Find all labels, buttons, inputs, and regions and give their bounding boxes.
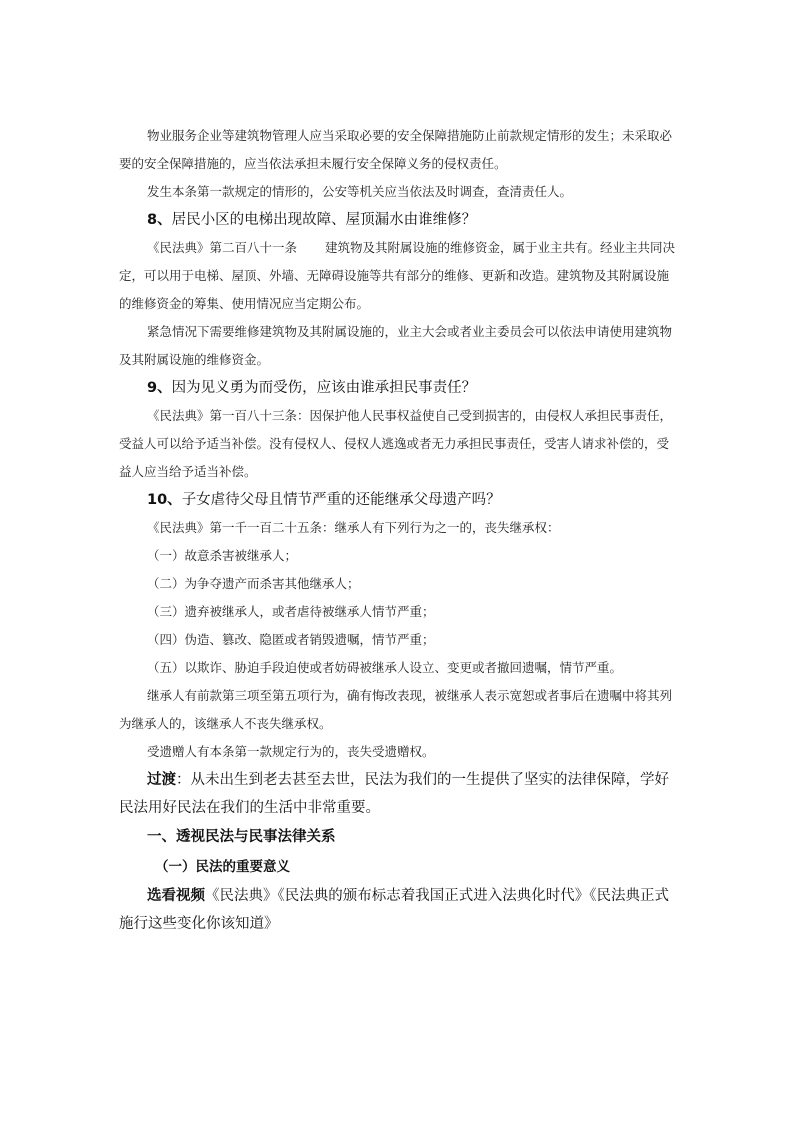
question-9 [119,374,679,402]
question-9-text: 因为见义勇为而受伤，应该由谁承担民事责任？ [171,380,477,396]
law-281-paragraph [119,234,679,318]
question-9-number: 9、 [147,380,172,396]
question-8 [119,206,679,234]
law-1125-item-2: （二）为争夺遗产而杀害其他继承人； [147,576,360,591]
transition-paragraph [119,766,679,822]
law-183-paragraph: 《民法典》第一百八十三条：因保护他人民事权益使自己受到损害的，由侵权人承担民事责任，受益人可以给予适当补偿。没有侵权人、侵权人逃逸或者无力承担民事责任，受害人请求补偿的，受益人应当给予适当补偿。 [119,408,673,479]
law-1125-paragraph-3: 受遗赠人有本条第一款规定行为的，丧失受遗赠权。 [147,744,435,759]
law-1125-paragraph-2: 继承人有前款第三项至第五项行为，确有悔改表现，被继承人表示宽恕或者事后在遗嘱中将其列为继承人的，该继承人不丧失继承权。 [119,688,673,731]
question-10-text: 子女虐待父母且情节严重的还能继承父母遗产吗？ [181,492,501,508]
law-281-body: 建筑物及其附属设施的维修资金，属于业主共有。经业主共同决定，可以用于电梯、屋顶、外墙、无障碍设施等共有部分的维修、更新和改造。建筑物及其附属设施的维修资金的筹集、使用情况应当定期公布。 [119,240,676,311]
law-1125-item-4: （四）伪造、篡改、隐匿或者销毁遗嘱，情节严重； [147,632,435,647]
subsection-heading: （一）民法的重要意义 [155,859,290,875]
video-label: 选看视频 [147,888,205,904]
law-281-title: 《民法典》第二百八十一条 [147,240,298,255]
law-1125-item-3: （三）遗弃被继承人，或者虐待被继承人情节严重； [147,604,435,619]
question-10 [119,486,679,514]
law-1125-item-5: （五）以欺诈、胁迫手段迫使或者妨碍被继承人设立、变更或者撤回遗嘱，情节严重。 [147,660,623,675]
section-heading: 一、透视民法与民事法律关系 [147,829,336,845]
transition-text: ：从未出生到老去甚至去世，民法为我们的一生提供了坚实的法律保障，学好民法用好民法在我们的生活中非常重要。 [119,772,669,816]
question-8-text: 居民小区的电梯出现故障、屋顶漏水由谁维修？ [171,212,477,228]
transition-label: 过渡 [147,772,176,788]
question-8-number: 8、 [147,212,172,228]
law-281-paragraph-2: 紧急情况下需要维修建筑物及其附属设施的，业主大会或者业主委员会可以依法申请使用建筑物及其附属设施的维修资金。 [119,324,673,367]
video-paragraph [119,882,679,938]
law-1125-intro: 《民法典》第一千一百二十五条：继承人有下列行为之一的，丧失继承权： [147,520,560,535]
video-text: 《民法典》《民法典的颁布标志着我国正式进入法典化时代》《民法典正式施行这些变化你该知道》 [119,888,669,932]
question-10-number: 10、 [147,492,182,508]
law-1125-item-1: （一）故意杀害被继承人； [147,548,298,563]
paragraph-property-management: 物业服务企业等建筑物管理人应当采取必要的安全保障措施防止前款规定情形的发生；未采取必要的安全保障措施的，应当依法承担未履行安全保障义务的侵权责任。 [119,128,673,171]
document-content [119,122,679,938]
paragraph-investigation: 发生本条第一款规定的情形的，公安等机关应当依法及时调查，查清责任人。 [147,184,573,199]
